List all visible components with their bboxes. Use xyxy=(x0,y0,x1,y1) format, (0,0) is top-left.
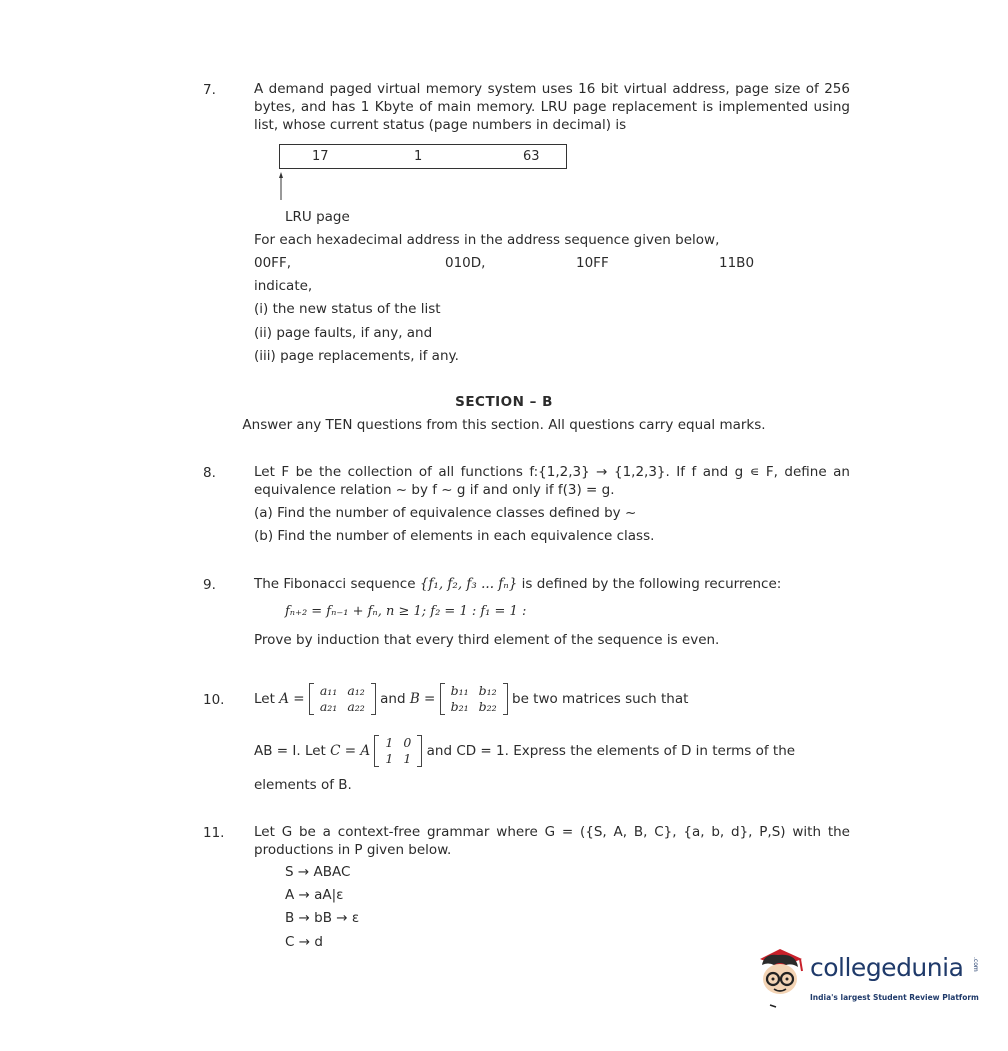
address-item: 00FF, xyxy=(254,255,291,271)
matrix-cell: b₂₂ xyxy=(478,699,497,714)
collegedunia-logo xyxy=(752,945,982,1015)
question-10-line-1 xyxy=(254,680,688,718)
question-9-prove: Prove by induction that every third element of the sequence is even. xyxy=(254,632,720,648)
matrix-cell: 1 xyxy=(385,735,394,750)
address-item: 11B0 xyxy=(719,255,755,271)
question-7-subitem: (iii) page replacements, if any. xyxy=(254,348,459,364)
and-label: and xyxy=(380,691,406,707)
question-9-statement xyxy=(254,575,781,593)
question-9-text-after: is defined by the following recurrence: xyxy=(521,576,782,592)
matrix-a xyxy=(309,683,376,715)
let-label: Let xyxy=(254,691,275,707)
question-7-subitem: (i) the new status of the list xyxy=(254,301,441,317)
question-9-text-before: The Fibonacci sequence xyxy=(254,576,416,592)
question-11-text: Let G be a context-free grammar where G = ({S, A, B, C}, {a, b, d}, P,S) with the productions in P given below. xyxy=(254,824,850,858)
address-item: 10FF xyxy=(576,255,609,271)
question-8-text: Let F be the collection of all functions f:{1,2,3} → {1,2,3}. If f and g ∊ F, define an equivalence relation ~ by f ~ g if and only if f(3) = g. xyxy=(254,464,850,498)
production-rule: B → bB → ε xyxy=(285,910,360,926)
question-9-number: 9. xyxy=(203,577,216,593)
cd-statement: and CD = 1. Express the elements of D in terms of the xyxy=(426,743,796,759)
question-7-text: A demand paged virtual memory system uses 16 bit virtual address, page size of 256 bytes, and has 1 Kbyte of main memory. LRU page replacement is implemented using list, whose current status (page numbers in decimal) is xyxy=(254,81,850,133)
production-rule: C → d xyxy=(285,934,323,950)
production-rule: A → aA|ε xyxy=(285,887,344,903)
logo-wordmark: collegedunia xyxy=(810,953,964,982)
section-b-instruction: Answer any TEN questions from this section. All questions carry equal marks. xyxy=(242,417,766,433)
ab-statement: AB = I. Let xyxy=(254,743,326,759)
matrix-cell: a₂₁ xyxy=(319,699,338,714)
student-mascot-icon xyxy=(752,945,808,1011)
matrix-cell: a₁₂ xyxy=(347,683,365,698)
question-7-subitem: (ii) page faults, if any, and xyxy=(254,325,433,341)
question-7-instruction: For each hexadecimal address in the address sequence given below, xyxy=(254,232,720,248)
matrix-cell: a₁₁ xyxy=(319,683,338,698)
matrix-cell: 1 xyxy=(385,751,394,766)
question-11-number: 11. xyxy=(203,825,225,841)
fibonacci-set: {f₁, f₂, f₃ ... fₙ} xyxy=(419,576,518,592)
question-10-line-2 xyxy=(254,732,795,770)
section-b-title: SECTION – B xyxy=(455,394,553,410)
matrix-cell: b₁₂ xyxy=(478,683,497,698)
matrix-cell: 0 xyxy=(403,735,412,750)
question-8-number: 8. xyxy=(203,465,216,481)
question-8-part-a: (a) Find the number of equivalence classes defined by ~ xyxy=(254,505,637,521)
up-arrow-icon xyxy=(279,172,287,200)
lru-page-label: LRU page xyxy=(285,209,350,225)
matrix-cell: 1 xyxy=(403,751,412,766)
logo-tagline: India's largest Student Review Platform xyxy=(810,993,979,1002)
matrix-cell: a₂₂ xyxy=(347,699,365,714)
question-10-number: 10. xyxy=(203,692,225,708)
production-rule: S → ABAC xyxy=(285,864,351,880)
lru-list-box xyxy=(279,144,567,169)
question-10-tail: elements of B. xyxy=(254,777,352,793)
address-item: 010D, xyxy=(445,255,486,271)
matrix-cell: b₂₁ xyxy=(450,699,469,714)
matrix-m xyxy=(374,735,422,767)
matrix-b xyxy=(440,683,508,715)
matrix-cell: b₁₁ xyxy=(450,683,469,698)
question-8-part-b: (b) Find the number of elements in each equivalence class. xyxy=(254,528,655,544)
lru-list-value: 1 xyxy=(414,149,423,164)
recurrence-formula: fₙ₊₂ = fₙ₋₁ + fₙ, n ≥ 1; f₂ = 1 : f₁ = 1 : xyxy=(285,604,527,619)
question-7-indicate: indicate, xyxy=(254,278,313,294)
matrix-b-label: B = xyxy=(409,691,436,707)
lru-list-value: 17 xyxy=(312,149,329,164)
matrices-condition: be two matrices such that xyxy=(512,691,689,707)
question-7-number: 7. xyxy=(203,82,216,98)
logo-domain: .com xyxy=(972,957,979,972)
matrix-a-label: A = xyxy=(279,691,305,707)
lru-list-value: 63 xyxy=(523,149,540,164)
matrix-c-label: C = A xyxy=(330,743,371,759)
